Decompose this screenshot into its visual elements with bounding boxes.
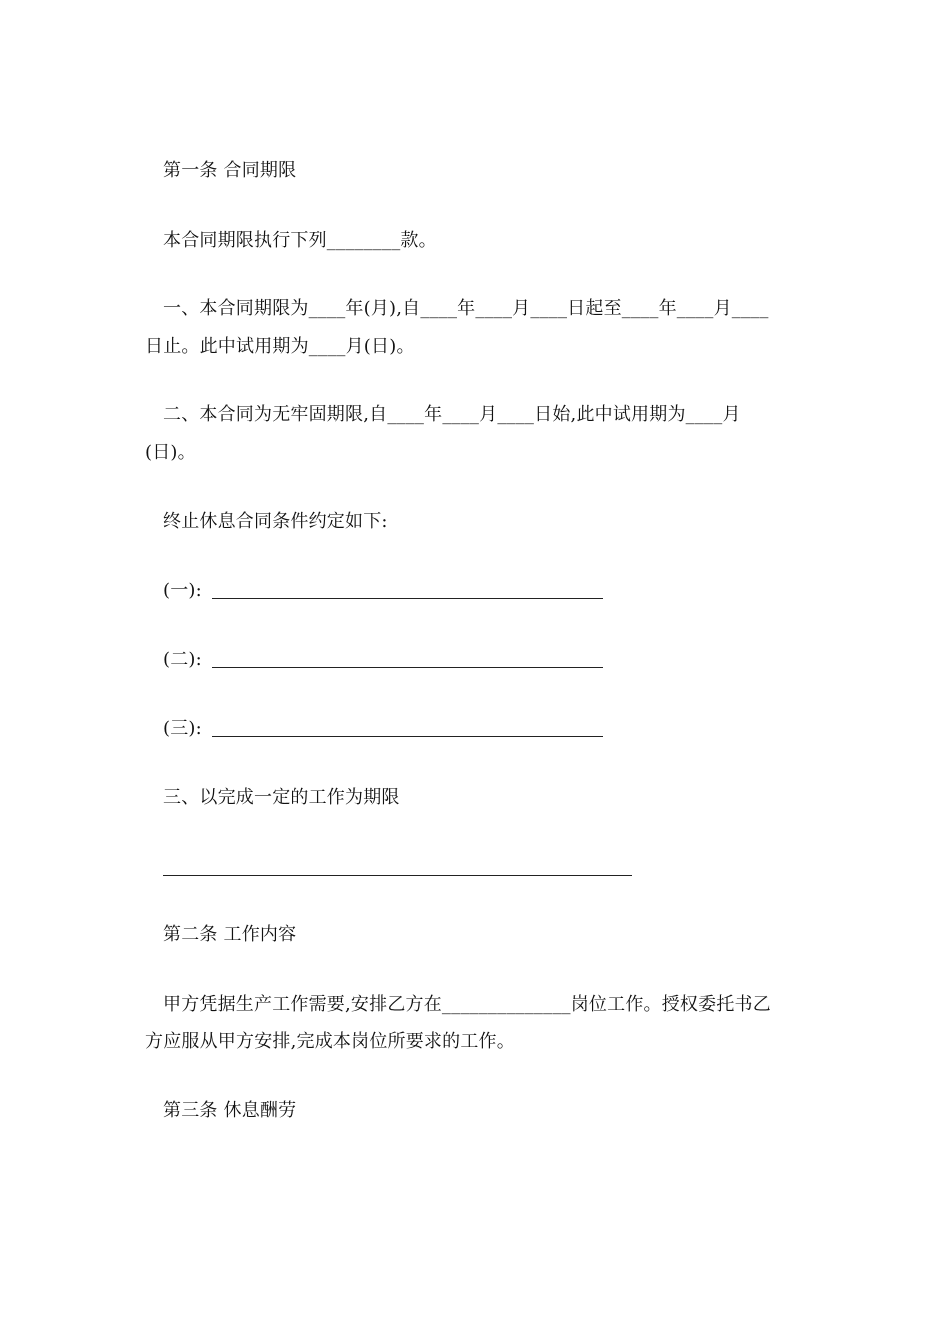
clause-3-blank-line — [163, 875, 632, 876]
work-line-1: 甲方凭据生产工作需要,安排乙方在______________岗位工作。授权委托书乙 — [163, 994, 771, 1015]
term-select-paragraph: 本合同期限执行下列________款。 — [163, 230, 437, 251]
clause-1-line-2: 日止。此中试用期为____月(日)。 — [145, 336, 415, 357]
clause-1-line-1: 一、本合同期限为____年(月),自____年____月____日起至____年____月____ — [163, 298, 769, 319]
work-line-2: 方应服从甲方安排,完成本岗位所要求的工作。 — [145, 1031, 515, 1052]
article-2-heading: 第二条 工作内容 — [163, 924, 297, 945]
condition-3-blank-line — [212, 736, 603, 737]
clause-3: 三、以完成一定的工作为期限 — [163, 787, 400, 808]
clause-2-line-2: (日)。 — [145, 442, 196, 463]
article-1-heading: 第一条 合同期限 — [163, 160, 297, 181]
article-3-heading: 第三条 休息酬劳 — [163, 1100, 297, 1121]
condition-2-blank-line — [212, 667, 603, 668]
condition-1-label: (一): — [163, 580, 202, 601]
condition-3-label: (三): — [163, 718, 202, 739]
condition-1-blank-line — [212, 598, 603, 599]
clause-2-line-1: 二、本合同为无牢固期限,自____年____月____日始,此中试用期为____月 — [163, 404, 741, 425]
condition-2-label: (二): — [163, 649, 202, 670]
termination-intro: 终止休息合同条件约定如下: — [163, 511, 388, 532]
